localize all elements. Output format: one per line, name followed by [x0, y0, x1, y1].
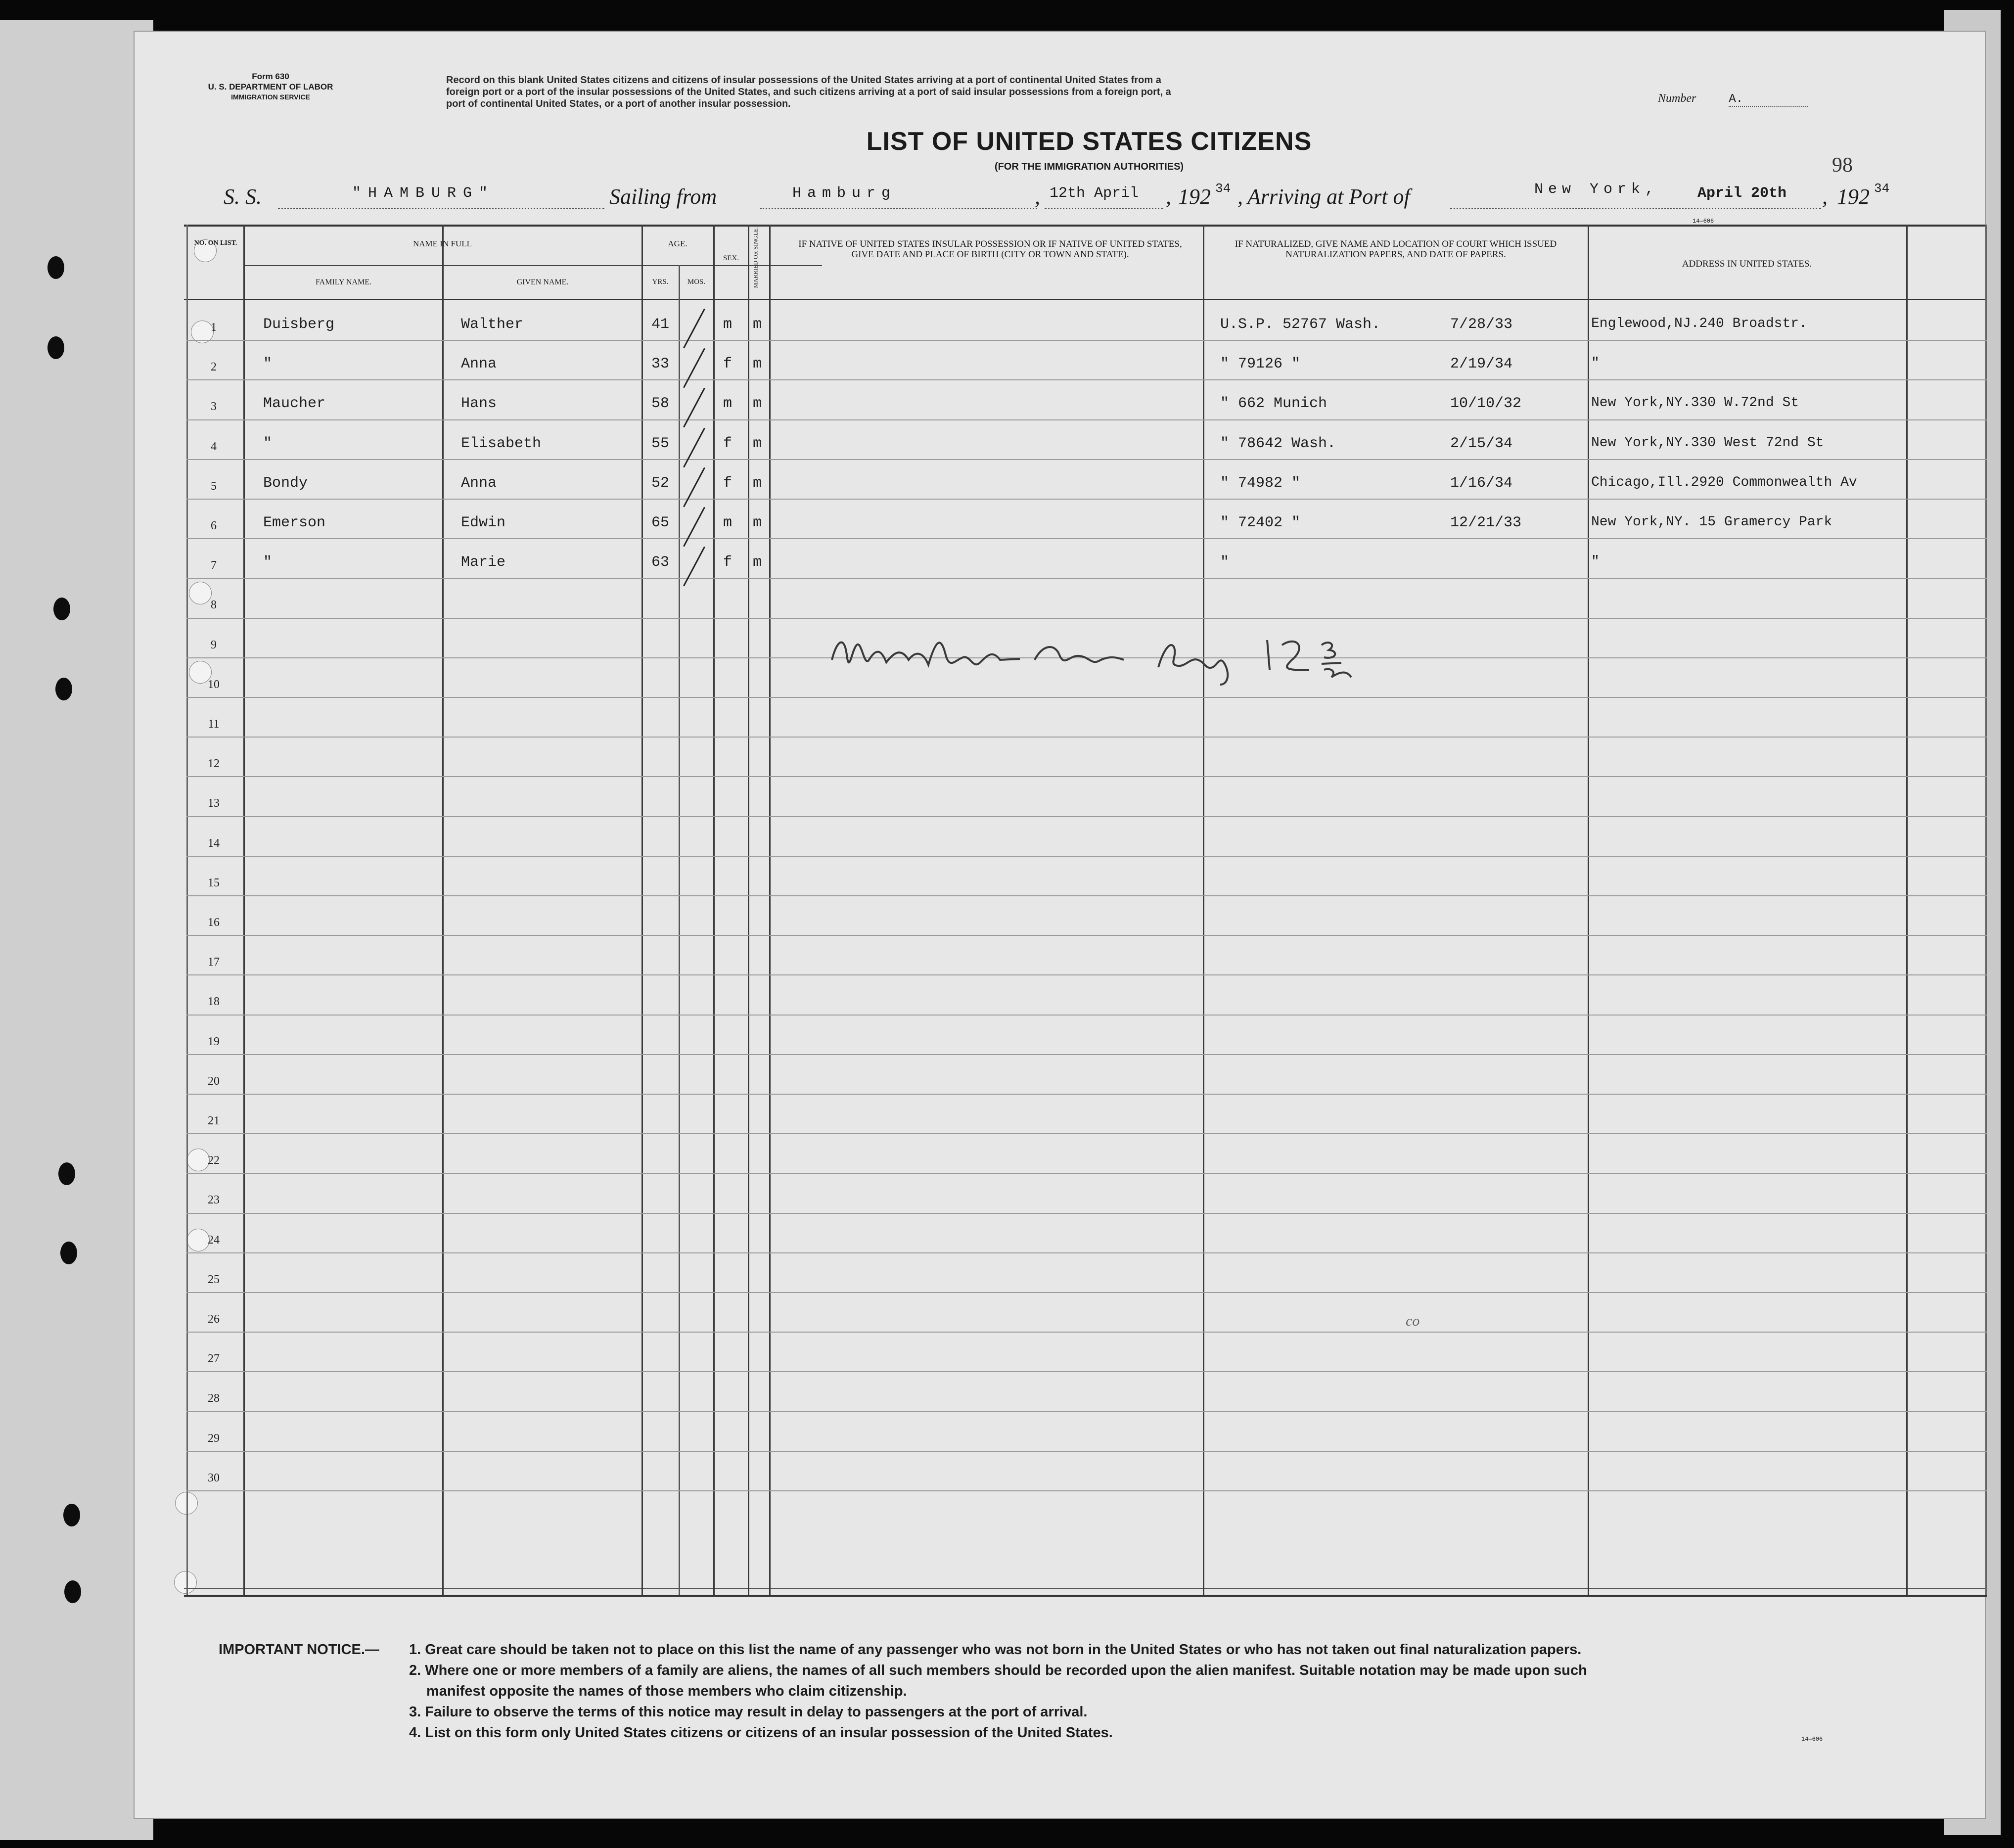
cell-given: Marie [461, 554, 506, 571]
row-rule [186, 1371, 1987, 1372]
year-prefix: 192 [1178, 185, 1211, 209]
record-note-line: port of continental United States, or a port of another insular possession. [446, 98, 791, 109]
row-rule [186, 737, 1987, 738]
sailing-port: Hamburg [792, 185, 897, 202]
row-rule [186, 379, 1987, 380]
row-number: 19 [208, 1035, 220, 1048]
arrival-date: April 20th [1697, 185, 1787, 202]
header-family-name: FAMILY NAME. [315, 278, 372, 286]
cell-yrs: 55 [651, 435, 670, 452]
number-field [1658, 92, 1808, 107]
row-number: 15 [208, 876, 220, 889]
manifest-table [184, 218, 1987, 1596]
cell-family: Bondy [263, 474, 308, 492]
row-number: 11 [208, 718, 220, 731]
handwritten-tick [683, 309, 705, 349]
page-subtitle: (FOR THE IMMIGRATION AUTHORITIES) [994, 161, 1184, 172]
arrival-port: New York, [1534, 181, 1659, 198]
row-number: 12 [208, 757, 220, 771]
cell-date: 2/19/34 [1450, 356, 1513, 373]
cell-address: New York,NY. 15 Gramercy Park [1591, 514, 1832, 530]
row-number: 28 [208, 1392, 220, 1405]
binder-hole [64, 1580, 81, 1603]
header-mos: MOS. [687, 278, 706, 286]
cell-sex: m [723, 316, 732, 333]
row-rule [186, 895, 1987, 896]
cell-married: m [753, 316, 762, 333]
manifest-page [134, 31, 1986, 1819]
cell-yrs: 58 [651, 395, 670, 413]
row-rule [186, 856, 1987, 857]
cell-married: m [753, 356, 762, 373]
notice-item-2: 2. Where one or more members of a family are aliens, the names of all such members should be recorded upon the alien manifest. Suitable notation may be made upon such [409, 1663, 1587, 1678]
binder-hole [47, 336, 64, 359]
row-rule [186, 1411, 1987, 1412]
row-number: 29 [208, 1432, 220, 1445]
row-number: 1 [211, 321, 217, 334]
row-rule [186, 1451, 1987, 1452]
notice-item-1: 1. Great care should be taken not to place on this list the name of any passenger who was not born in the United States or who has not taken out final naturalization papers. [409, 1642, 1582, 1658]
cell-court: " 662 Munich [1220, 395, 1327, 413]
row-rule [186, 776, 1987, 777]
cell-yrs: 65 [651, 514, 670, 531]
row-rule [186, 697, 1987, 698]
cell-family: " [263, 554, 273, 571]
row-rule [186, 1252, 1987, 1253]
number-label: Number [1658, 92, 1696, 105]
row-rule [186, 935, 1987, 936]
number-value: A. [1729, 92, 1808, 107]
row-rule [186, 1173, 1987, 1174]
cell-address: " [1591, 554, 1600, 570]
row-number: 23 [208, 1194, 220, 1207]
row-number: 9 [211, 638, 217, 651]
cell-yrs: 41 [651, 316, 670, 333]
row-rule [186, 1292, 1987, 1293]
row-number: 20 [208, 1074, 220, 1088]
row-number: 22 [208, 1154, 220, 1167]
form-id-block [189, 71, 352, 102]
voyage-line: S. S. "HAMBURG" Sailing from Hamburg , 12th April , 192 34 , Arriving at Port of New York, April 20th , 192 34 [224, 181, 1890, 209]
row-number: 7 [211, 559, 217, 572]
binder-hole [53, 598, 70, 620]
handwritten-tick [683, 427, 705, 467]
row-rule [186, 1054, 1987, 1055]
row-number: 10 [208, 678, 220, 691]
handwritten-tick [683, 388, 705, 428]
cell-address: Englewood,NJ.240 Broadstr. [1591, 316, 1807, 331]
cell-sex: f [723, 554, 732, 571]
cell-court: " 72402 " [1220, 514, 1301, 531]
cell-yrs: 33 [651, 356, 670, 373]
header-naturalized: IF NATURALIZED, GIVE NAME AND LOCATION OF COURT WHICH ISSUED NATURALIZATION PAPERS, AND DATE OF PAPERS. [1235, 239, 1557, 260]
cell-sex: f [723, 474, 732, 492]
row-number: 25 [208, 1273, 220, 1286]
header-married: MARRIED OR SINGLE. [752, 227, 759, 288]
row-number: 6 [211, 519, 217, 532]
sailing-year: 34 [1215, 181, 1231, 196]
cell-date: 10/10/32 [1450, 395, 1522, 413]
header-given-name: GIVEN NAME. [516, 278, 569, 286]
cell-court: " 79126 " [1220, 356, 1301, 373]
row-rule [186, 1133, 1987, 1134]
cell-yrs: 52 [651, 474, 670, 492]
row-rule [186, 578, 1987, 579]
sailing-date: 12th April [1050, 185, 1139, 202]
cell-date: 2/15/34 [1450, 435, 1513, 452]
record-note [446, 74, 1171, 110]
cell-address: Chicago,Ill.2920 Commonwealth Av [1591, 474, 1857, 490]
row-rule [186, 1490, 1987, 1491]
cell-date: 1/16/34 [1450, 474, 1513, 492]
ss-label: S. S. [224, 185, 262, 209]
cell-sex: m [723, 395, 732, 413]
print-code-bottom: 14—606 [1801, 1736, 1823, 1743]
page-title: LIST OF UNITED STATES CITIZENS [866, 127, 1312, 156]
notice-item-4: 4. List on this form only United States citizens or citizens of an insular possession of the United States. [409, 1725, 1113, 1741]
row-rule [186, 1015, 1987, 1016]
cell-court: " 78642 Wash. [1220, 435, 1336, 452]
row-number: 14 [208, 836, 220, 850]
row-number: 5 [211, 479, 217, 493]
cell-married: m [753, 554, 762, 571]
page-number: 98 [1832, 154, 1853, 177]
row-number: 24 [208, 1233, 220, 1247]
row-number: 21 [208, 1114, 220, 1127]
cell-address: New York,NY.330 W.72nd St [1591, 395, 1799, 411]
row-number: 8 [211, 599, 217, 612]
cell-family: Emerson [263, 514, 326, 531]
ship-name: "HAMBURG" [352, 185, 495, 202]
row-number: 18 [208, 995, 220, 1009]
cell-sex: f [723, 435, 732, 452]
row-rule [186, 499, 1987, 500]
cell-given: Edwin [461, 514, 506, 531]
stray-mark: co [1406, 1313, 1420, 1329]
cell-court: U.S.P. 52767 Wash. [1220, 316, 1381, 333]
cell-court: " 74982 " [1220, 474, 1301, 492]
handwritten-note-text: Hamilton Laws Aug 12 30 pm [822, 620, 828, 621]
row-number: 4 [211, 440, 217, 453]
cell-family: " [263, 435, 273, 452]
handwritten-tick [683, 547, 705, 587]
cell-sex: f [723, 356, 732, 373]
notice-item-2-cont: manifest opposite the names of those members who claim citizenship. [426, 1683, 907, 1699]
binder-hole [60, 1242, 77, 1264]
row-rule [186, 1094, 1987, 1095]
arrival-year: 34 [1874, 181, 1890, 196]
row-rule [186, 816, 1987, 817]
row-number: 16 [208, 916, 220, 929]
row-rule [186, 1213, 1987, 1214]
handwritten-tick [683, 507, 705, 547]
header-address: ADDRESS IN UNITED STATES. [1682, 259, 1812, 269]
record-note-line: Record on this blank United States citizens and citizens of insular possessions of the United States arriving at a port of continental United States from a [446, 75, 1161, 86]
arriving-label: Arriving at Port of [1247, 185, 1410, 209]
header-yrs: YRS. [652, 278, 669, 286]
notice-item-3: 3. Failure to observe the terms of this notice may result in delay to passengers at the port of arrival. [409, 1704, 1088, 1720]
cell-given: Elisabeth [461, 435, 542, 452]
header-name-in-full: NAME IN FULL [413, 239, 472, 248]
cell-given: Hans [461, 395, 497, 413]
header-no-on-list: NO. ON LIST. [194, 239, 237, 247]
cell-address: New York,NY.330 West 72nd St [1591, 435, 1824, 451]
cell-family: " [263, 356, 273, 373]
form-number: Form 630 [252, 72, 289, 81]
handwritten-tick [683, 467, 705, 507]
cell-date: 7/28/33 [1450, 316, 1513, 333]
binder-hole [55, 678, 72, 700]
cell-given: Anna [461, 474, 497, 492]
sailing-label: Sailing from [609, 185, 717, 209]
row-rule [186, 618, 1987, 619]
cell-married: m [753, 435, 762, 452]
row-number: 3 [211, 400, 217, 414]
cell-married: m [753, 395, 762, 413]
row-number: 30 [208, 1471, 220, 1484]
binder-hole [47, 256, 64, 279]
cell-address: " [1591, 356, 1600, 371]
cell-sex: m [723, 514, 732, 531]
left-page-edge [0, 20, 153, 1840]
row-number: 2 [211, 361, 217, 374]
row-rule [186, 459, 1987, 460]
row-rule [186, 538, 1987, 539]
cell-yrs: 63 [651, 554, 670, 571]
notice-heading: IMPORTANT NOTICE.— [219, 1642, 379, 1658]
record-note-line: foreign port or a port of the insular possessions of the United States, and such citizens arriving at a port of said insular possessions from a foreign port, a [446, 87, 1171, 97]
handwritten-signature [822, 620, 1440, 690]
cell-married: m [753, 514, 762, 531]
row-number: 26 [208, 1313, 220, 1326]
header-age: AGE. [668, 239, 687, 248]
row-rule [186, 419, 1987, 420]
cell-court: " [1220, 554, 1230, 571]
cell-family: Maucher [263, 395, 326, 413]
cell-family: Duisberg [263, 316, 335, 333]
row-number: 13 [208, 797, 220, 810]
department: U. S. DEPARTMENT OF LABOR [208, 82, 333, 92]
row-rule [186, 974, 1987, 975]
header-sex: SEX. [723, 254, 739, 262]
row-number: 27 [208, 1352, 220, 1366]
header-native: IF NATIVE OF UNITED STATES INSULAR POSSESSION OR IF NATIVE OF UNITED STATES, GIVE DATE AND PLACE OF BIRTH (CITY OR TOWN AND STATE). [798, 239, 1182, 260]
service: IMMIGRATION SERVICE [231, 93, 310, 101]
binder-hole [63, 1504, 80, 1526]
year-prefix-2: 192 [1837, 185, 1870, 209]
cell-given: Walther [461, 316, 524, 333]
row-number: 17 [208, 956, 220, 969]
cell-given: Anna [461, 356, 497, 373]
row-rule [186, 1332, 1987, 1333]
cell-married: m [753, 474, 762, 492]
print-code-top: 14—606 [1693, 218, 1714, 225]
row-rule [186, 340, 1987, 341]
cell-date: 12/21/33 [1450, 514, 1522, 531]
binder-hole [58, 1162, 75, 1185]
handwritten-tick [683, 348, 705, 388]
